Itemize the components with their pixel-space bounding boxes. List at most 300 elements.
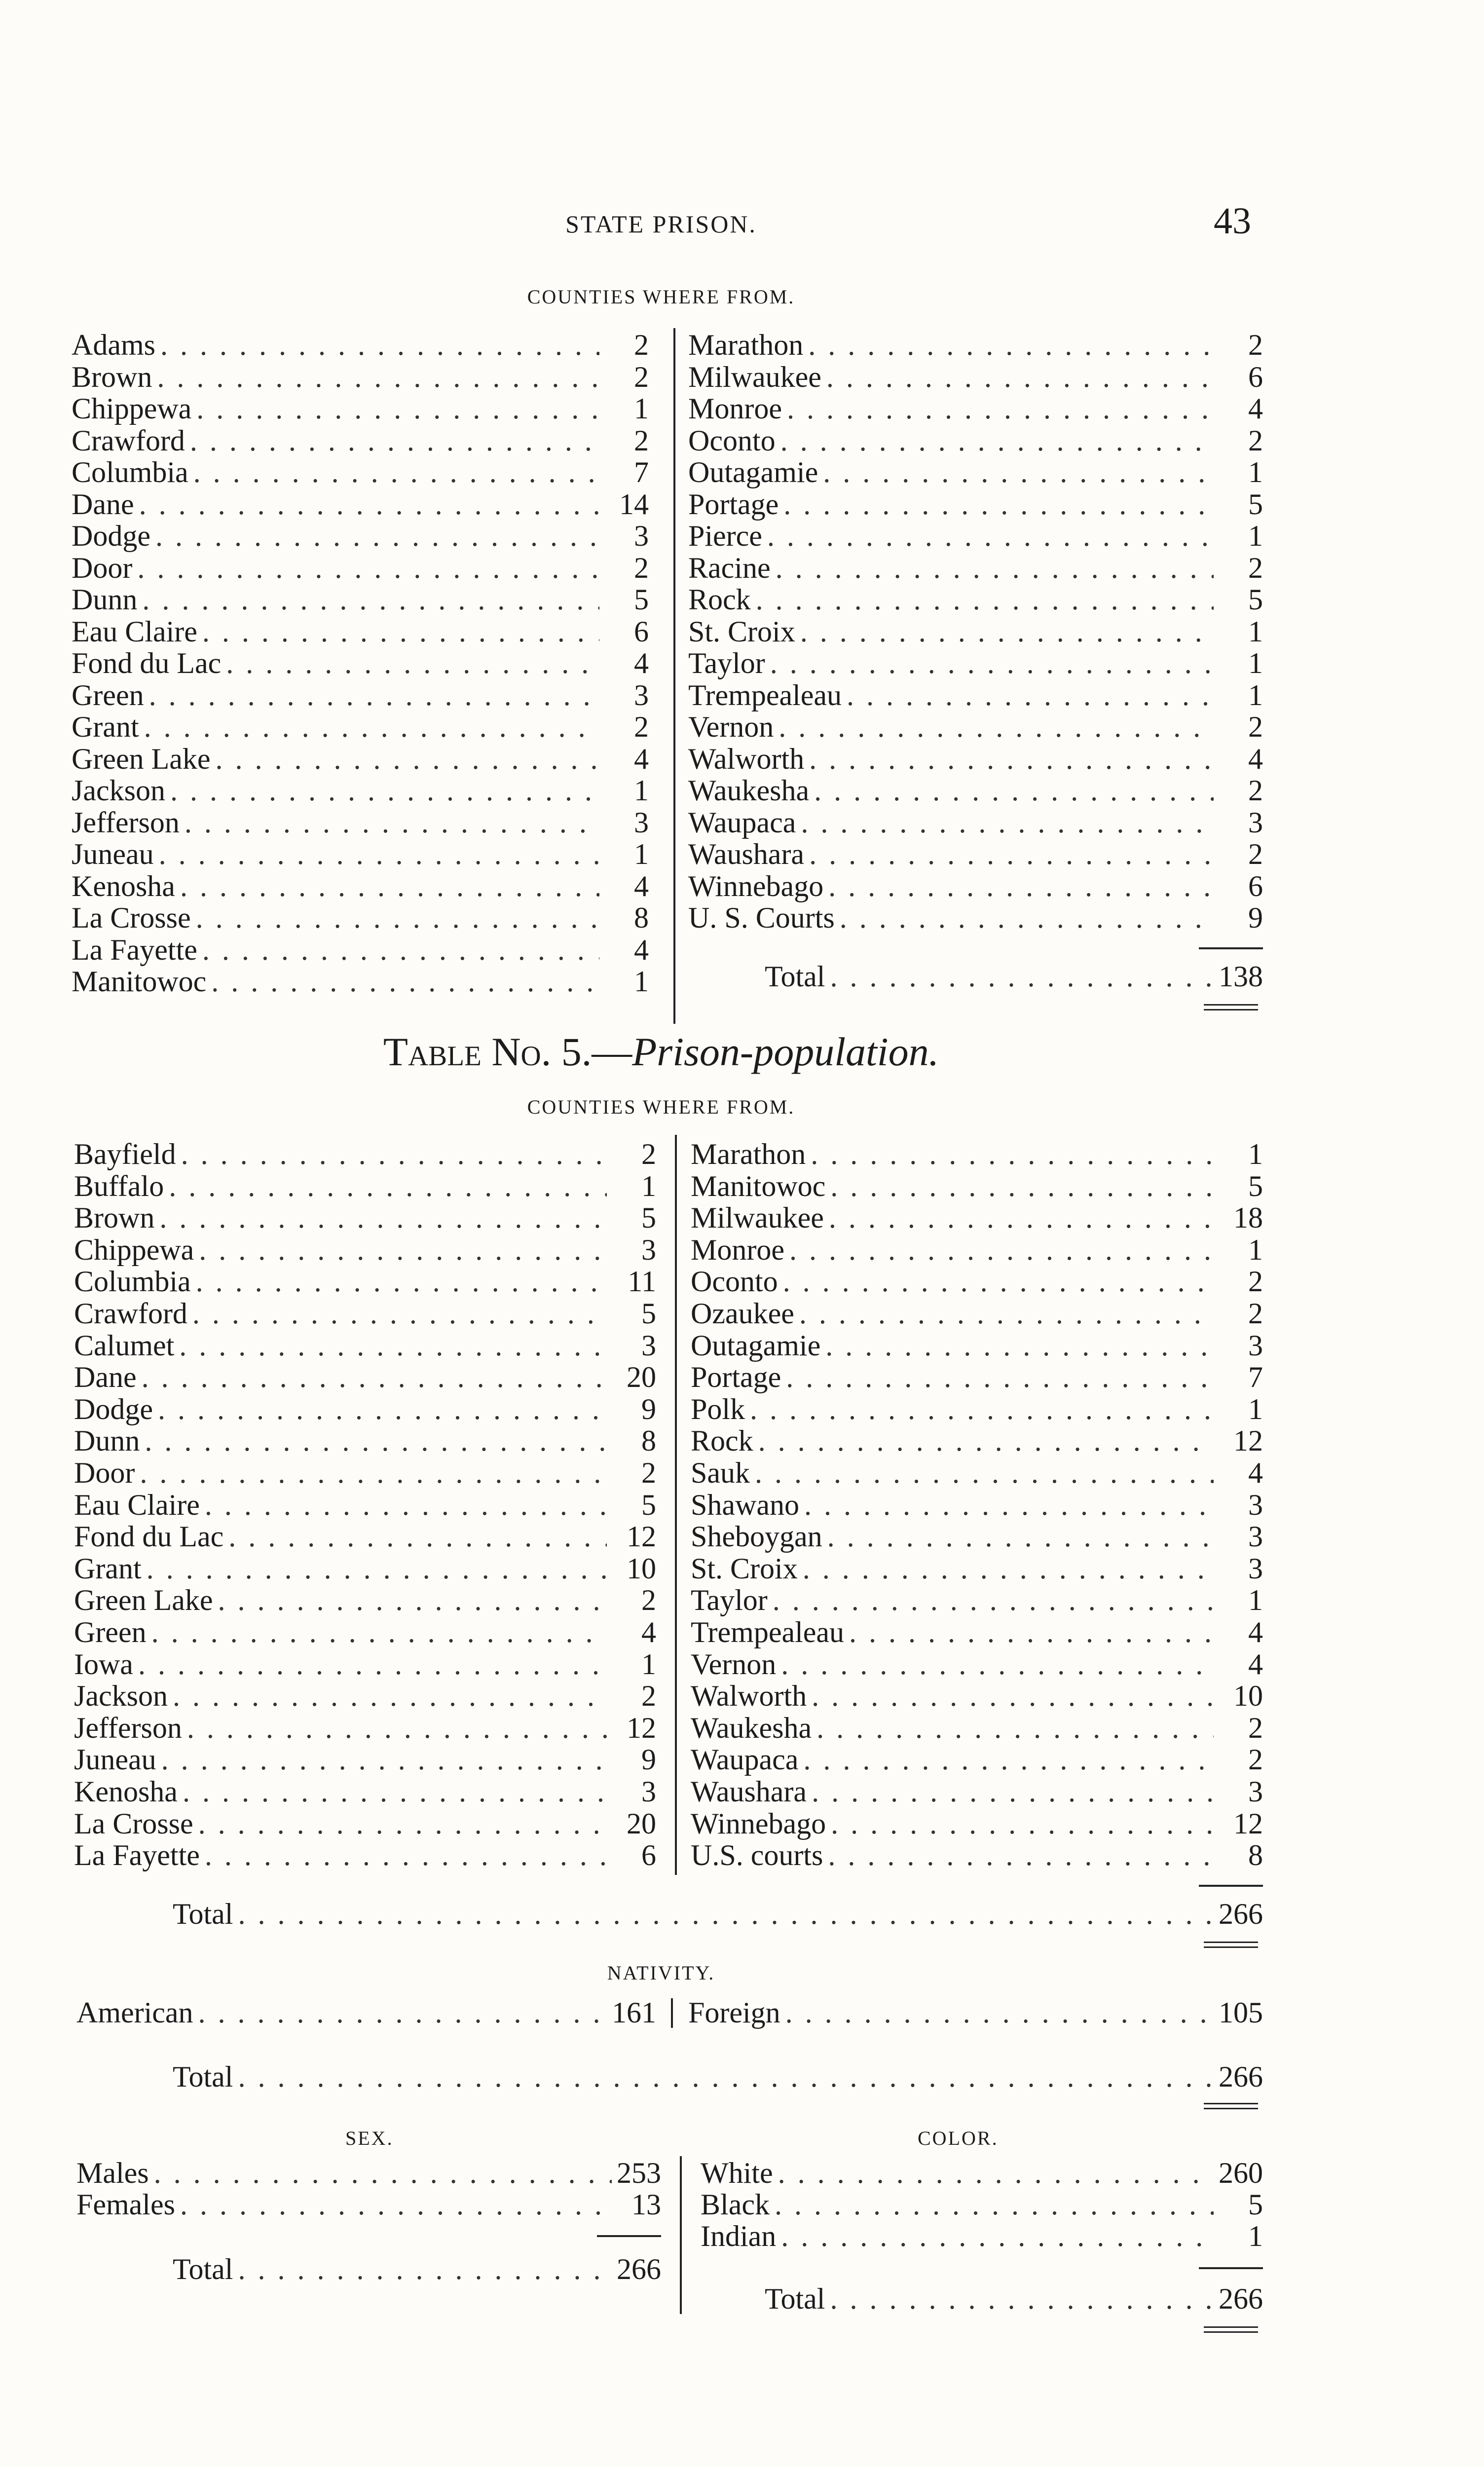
list-item: [74, 1392, 656, 1424]
count-value: 2: [1248, 1743, 1263, 1776]
leader-dots: [758, 1424, 1214, 1458]
count-value: 1: [641, 1169, 656, 1202]
leader-dots: [828, 1838, 1214, 1872]
leader-dots: [840, 901, 1214, 935]
leader-dots: [187, 1711, 607, 1745]
leader-dots: [789, 1233, 1214, 1267]
leader-dots: [767, 519, 1214, 553]
list-item: [688, 646, 1263, 678]
list-item: [74, 1265, 656, 1296]
list-item: [72, 806, 649, 837]
nativity-total-row: [173, 2060, 1263, 2092]
table-title-dash: —: [592, 1029, 632, 1074]
count-value: 5: [634, 583, 649, 616]
list-item: [691, 1329, 1263, 1360]
county-name: Dodge: [72, 520, 150, 552]
double-rule-bottom: [1204, 1946, 1258, 1948]
list-item: [688, 837, 1263, 869]
count-value: 8: [634, 901, 649, 934]
list-item: [74, 1424, 656, 1456]
leader-dots: [780, 424, 1214, 458]
list-item: [72, 678, 649, 710]
list-item: [691, 1297, 1263, 1328]
count-value: 6: [641, 1839, 656, 1872]
count-value: 2: [1248, 329, 1263, 361]
leader-dots: [139, 487, 599, 522]
list-item: [691, 1743, 1263, 1774]
list-item: [74, 1775, 656, 1806]
leader-dots: [205, 1838, 607, 1872]
count-value: 5: [1248, 2188, 1263, 2221]
list-item: [72, 837, 649, 869]
leader-dots: [138, 1647, 607, 1682]
total-label: Total: [173, 1898, 233, 1930]
leader-dots: [158, 1392, 607, 1426]
count-value: 5: [1248, 487, 1263, 521]
list-item: [74, 1615, 656, 1647]
count-value: 3: [1248, 1552, 1263, 1585]
leader-dots: [155, 519, 599, 553]
county-name: Portage: [691, 1361, 781, 1394]
count-value: 1: [634, 774, 649, 807]
double-rule-bottom: [1204, 2331, 1258, 2333]
list-item: [688, 710, 1263, 742]
list-item: [688, 551, 1263, 583]
double-rule-bottom: [1204, 2108, 1258, 2109]
list-item: [691, 1201, 1263, 1233]
leader-dots: [154, 2156, 612, 2190]
count-value: 5: [641, 1201, 656, 1234]
county-name: Sauk: [691, 1457, 750, 1489]
table-title: [0, 1029, 1322, 1075]
county-name: Vernon: [688, 710, 774, 743]
list-item: [691, 1520, 1263, 1551]
leader-dots: [830, 960, 1214, 994]
leader-dots: [756, 583, 1214, 617]
count-value: 3: [641, 1329, 656, 1362]
county-name: St. Croix: [691, 1552, 798, 1585]
section1-total-row: [765, 960, 1263, 991]
county-name: Chippewa: [72, 392, 192, 425]
american-label: American: [76, 1996, 193, 2029]
total-value: 266: [1219, 1898, 1263, 1930]
count-value: 7: [634, 456, 649, 488]
double-rule-bottom: [1204, 1009, 1258, 1010]
count-value: 7: [1248, 1361, 1263, 1394]
county-name: Marathon: [688, 329, 804, 361]
list-item: [688, 424, 1263, 455]
county-name: Waupaca: [691, 1743, 799, 1776]
count-value: 12: [1233, 1424, 1263, 1458]
county-name: Jefferson: [74, 1711, 182, 1744]
count-value: 3: [641, 1233, 656, 1266]
foreign-label: Foreign: [688, 1996, 780, 2029]
table-title-prefix: Table No. 5.: [383, 1029, 592, 1074]
county-name: Door: [74, 1457, 135, 1489]
column-divider: [675, 1135, 677, 1875]
leader-dots: [781, 2219, 1214, 2253]
list-item: [691, 1647, 1263, 1679]
sex-total-row: [173, 2252, 661, 2284]
leader-dots: [776, 551, 1214, 585]
county-name: Walworth: [691, 1680, 807, 1713]
column-divider: [680, 2156, 682, 2314]
county-name: Pierce: [688, 520, 762, 552]
table5-caption: COUNTIES WHERE FROM.: [527, 1096, 795, 1118]
leader-dots: [238, 1897, 1214, 1931]
county-name: Crawford: [74, 1297, 187, 1330]
count-value: 4: [634, 647, 649, 679]
leader-dots: [812, 1679, 1214, 1713]
list-item: [72, 710, 649, 742]
leader-dots: [781, 1647, 1214, 1682]
count-value: 6: [1248, 360, 1263, 393]
count-value: 5: [641, 1297, 656, 1330]
county-name: U.S. courts: [691, 1839, 823, 1872]
list-item: [72, 965, 649, 996]
count-value: 4: [634, 869, 649, 902]
list-item: [74, 1297, 656, 1328]
count-value: 20: [627, 1807, 656, 1840]
list-item: [72, 869, 649, 901]
county-name: Brown: [72, 360, 152, 393]
list-item: [688, 455, 1263, 487]
county-name: Shawano: [691, 1488, 799, 1521]
list-item: [74, 1169, 656, 1201]
county-name: Outagamie: [688, 456, 818, 488]
county-name: Green Lake: [72, 742, 211, 775]
county-name: Jackson: [72, 774, 165, 807]
leader-dots: [823, 455, 1214, 489]
count-value: 8: [1248, 1839, 1263, 1872]
leader-dots: [198, 1807, 607, 1841]
list-item: [691, 1838, 1263, 1870]
list-item: [72, 615, 649, 646]
county-name: Rock: [688, 583, 751, 616]
county-name: Sheboygan: [691, 1520, 822, 1553]
list-item: [688, 519, 1263, 551]
total-label: Total: [765, 960, 825, 993]
count-value: 12: [627, 1520, 656, 1553]
count-value: 6: [1248, 869, 1263, 902]
county-name: Winnebago: [691, 1807, 826, 1840]
count-value: 2: [1248, 1297, 1263, 1330]
county-name: Waushara: [688, 838, 805, 870]
county-name: Manitowoc: [691, 1169, 826, 1202]
county-name: Fond du Lac: [72, 647, 222, 679]
leader-dots: [181, 1137, 607, 1171]
county-name: Iowa: [74, 1647, 133, 1681]
county-name: Trempealeau: [691, 1616, 845, 1648]
county-name: Grant: [72, 710, 139, 743]
leader-dots: [196, 901, 599, 935]
list-item: [691, 1552, 1263, 1583]
count-value: 5: [641, 1488, 656, 1521]
count-value: 12: [627, 1711, 656, 1744]
leader-dots: [140, 1456, 607, 1490]
list-item: [72, 455, 649, 487]
list-item: [688, 583, 1263, 614]
leader-dots: [816, 1711, 1214, 1745]
leader-dots: [799, 1297, 1214, 1331]
county-name: Green: [72, 678, 144, 711]
list-item: [691, 1169, 1263, 1201]
county-name: Juneau: [72, 838, 154, 870]
leader-dots: [159, 837, 599, 871]
list-item: [72, 487, 649, 519]
leader-dots: [205, 1488, 607, 1522]
sum-rule: [1199, 2267, 1263, 2269]
leader-dots: [814, 774, 1214, 808]
list-item: [691, 1615, 1263, 1647]
leader-dots: [825, 1329, 1214, 1363]
count-value: 1: [641, 1647, 656, 1681]
county-name: Eau Claire: [72, 615, 197, 648]
leader-dots: [849, 1615, 1214, 1649]
county-name: Milwaukee: [691, 1201, 824, 1234]
count-value: 1: [1248, 1584, 1263, 1617]
list-item: [76, 2188, 661, 2219]
double-rule-top: [1204, 2103, 1258, 2104]
county-name: Manitowoc: [72, 965, 207, 998]
count-value: 1: [634, 965, 649, 998]
county-name: Indian: [701, 2220, 777, 2252]
count-value: 2: [641, 1680, 656, 1713]
list-item: [691, 1456, 1263, 1488]
leader-dots: [829, 1201, 1214, 1235]
count-value: 253: [617, 2157, 661, 2189]
double-rule-top: [1204, 1942, 1258, 1943]
count-value: 4: [1248, 1457, 1263, 1489]
list-item: [74, 1488, 656, 1520]
leader-dots: [169, 1169, 607, 1203]
count-value: 3: [1248, 1329, 1263, 1362]
county-name: Winnebago: [688, 869, 824, 902]
section1-caption: COUNTIES WHERE FROM.: [527, 286, 795, 308]
leader-dots: [192, 1297, 607, 1331]
leader-dots: [779, 710, 1214, 744]
leader-dots: [809, 837, 1214, 871]
list-item: [688, 487, 1263, 519]
county-name: La Fayette: [72, 933, 197, 966]
leader-dots: [783, 1265, 1214, 1299]
count-value: 2: [641, 1457, 656, 1489]
county-name: Oconto: [688, 424, 776, 457]
county-name: Dunn: [74, 1424, 140, 1458]
count-value: 8: [641, 1424, 656, 1458]
county-name: Vernon: [691, 1647, 777, 1681]
count-value: 4: [634, 742, 649, 775]
list-item: [74, 1552, 656, 1583]
count-value: 3: [1248, 1488, 1263, 1521]
leader-dots: [783, 487, 1214, 522]
county-name: La Fayette: [74, 1839, 200, 1872]
list-item: [691, 1392, 1263, 1424]
county-name: Dane: [74, 1361, 137, 1394]
leader-dots: [202, 615, 599, 649]
list-item: [688, 615, 1263, 646]
county-name: Fond du Lac: [74, 1520, 224, 1553]
leader-dots: [137, 551, 599, 585]
list-item: [691, 1488, 1263, 1520]
county-name: Chippewa: [74, 1233, 194, 1266]
county-name: Columbia: [72, 456, 188, 488]
list-item: [76, 2156, 661, 2188]
list-item: [74, 1647, 656, 1679]
leader-dots: [193, 455, 599, 489]
count-value: 4: [1248, 392, 1263, 425]
county-name: Green Lake: [74, 1584, 213, 1617]
county-name: Portage: [688, 487, 779, 521]
county-name: Brown: [74, 1201, 155, 1234]
leader-dots: [147, 1552, 607, 1586]
leader-dots: [211, 965, 599, 999]
count-value: 14: [619, 487, 649, 521]
list-item: [74, 1520, 656, 1551]
county-name: U. S. Courts: [688, 901, 835, 934]
count-value: 2: [634, 360, 649, 393]
color-total-row: [765, 2282, 1263, 2314]
list-item: [691, 1137, 1263, 1169]
leader-dots: [144, 710, 599, 744]
count-value: 3: [634, 678, 649, 711]
count-value: 2: [634, 424, 649, 457]
count-value: 2: [634, 710, 649, 743]
county-name: Waukesha: [688, 774, 810, 807]
count-value: 5: [1248, 1169, 1263, 1202]
leader-dots: [831, 1807, 1214, 1841]
list-item: [688, 678, 1263, 710]
leader-dots: [785, 1996, 1214, 2030]
sum-rule: [597, 2235, 661, 2237]
count-value: 20: [627, 1361, 656, 1394]
list-item: [72, 328, 649, 360]
list-item: [688, 806, 1263, 837]
column-divider: [673, 328, 675, 1024]
leader-dots: [170, 774, 599, 808]
county-name: Monroe: [688, 392, 782, 425]
count-value: 2: [1248, 551, 1263, 584]
list-item: [72, 424, 649, 455]
list-item: [74, 1679, 656, 1711]
county-name: Ozaukee: [691, 1297, 794, 1330]
leader-dots: [238, 2252, 612, 2286]
list-item: [691, 1775, 1263, 1806]
count-value: 2: [1248, 424, 1263, 457]
leader-dots: [157, 360, 599, 394]
count-value: 2: [1248, 710, 1263, 743]
list-item: [72, 646, 649, 678]
leader-dots: [847, 678, 1214, 712]
county-name: Taylor: [691, 1584, 768, 1617]
count-value: 1: [1248, 520, 1263, 552]
count-value: 12: [1233, 1807, 1263, 1840]
county-name: Green: [74, 1616, 147, 1648]
leader-dots: [803, 1552, 1214, 1586]
list-item: [701, 2219, 1263, 2251]
county-name: Walworth: [688, 742, 805, 775]
count-value: 1: [634, 392, 649, 425]
county-name: Dunn: [72, 583, 138, 616]
list-item: [74, 1456, 656, 1488]
list-item: [72, 742, 649, 774]
county-name: Bayfield: [74, 1138, 176, 1170]
count-value: 4: [1248, 742, 1263, 775]
count-value: 3: [641, 1775, 656, 1808]
double-rule-top: [1204, 1004, 1258, 1006]
county-name: Marathon: [691, 1138, 806, 1170]
count-value: 2: [1248, 1711, 1263, 1744]
leader-dots: [787, 392, 1214, 426]
count-value: 9: [641, 1743, 656, 1776]
count-value: 10: [627, 1552, 656, 1585]
count-value: 1: [1248, 1392, 1263, 1425]
total-value: 266: [1219, 2060, 1263, 2093]
total-value: 138: [1219, 960, 1263, 993]
list-item: [688, 901, 1263, 933]
leader-dots: [180, 2188, 612, 2222]
count-value: 1: [1248, 2220, 1263, 2252]
county-name: Door: [72, 551, 133, 584]
list-item: [72, 901, 649, 933]
list-item: [691, 1265, 1263, 1296]
leader-dots: [179, 1329, 607, 1363]
county-name: Adams: [72, 329, 155, 361]
leader-dots: [750, 1392, 1214, 1426]
count-value: 1: [634, 838, 649, 870]
list-item: [74, 1583, 656, 1615]
count-value: 9: [1248, 901, 1263, 934]
leader-dots: [196, 1265, 607, 1299]
sum-rule: [1199, 947, 1263, 949]
leader-dots: [828, 869, 1214, 903]
county-name: Buffalo: [74, 1169, 164, 1202]
american-value: 161: [612, 1996, 656, 2029]
list-item: [74, 1838, 656, 1870]
leader-dots: [145, 1424, 607, 1458]
leader-dots: [159, 1201, 607, 1235]
list-item: [74, 1360, 656, 1392]
count-value: 9: [641, 1392, 656, 1425]
leader-dots: [803, 1743, 1214, 1777]
count-value: 1: [1248, 1138, 1263, 1170]
list-item: [74, 1743, 656, 1774]
leader-dots: [185, 806, 599, 840]
count-value: 18: [1233, 1201, 1263, 1234]
nativity-caption: NATIVITY.: [607, 1962, 715, 1984]
sex-caption: SEX.: [345, 2127, 394, 2149]
count-value: 5: [1248, 583, 1263, 616]
total-label: Total: [765, 2282, 825, 2315]
table5-total-row: [173, 1897, 1263, 1929]
count-value: 13: [631, 2188, 661, 2221]
leader-dots: [151, 1615, 607, 1649]
county-name: Eau Claire: [74, 1488, 200, 1521]
list-item: [688, 328, 1263, 360]
county-name: Kenosha: [74, 1775, 178, 1808]
count-value: 11: [628, 1265, 656, 1298]
list-item: [691, 1679, 1263, 1711]
leader-dots: [773, 1583, 1214, 1617]
list-item: [691, 1807, 1263, 1838]
county-name: Polk: [691, 1392, 745, 1425]
county-name: La Crosse: [74, 1807, 193, 1840]
count-value: 3: [634, 520, 649, 552]
list-item: [74, 1807, 656, 1838]
leader-dots: [801, 806, 1214, 840]
leader-dots: [811, 1137, 1214, 1171]
list-item: [74, 1329, 656, 1360]
